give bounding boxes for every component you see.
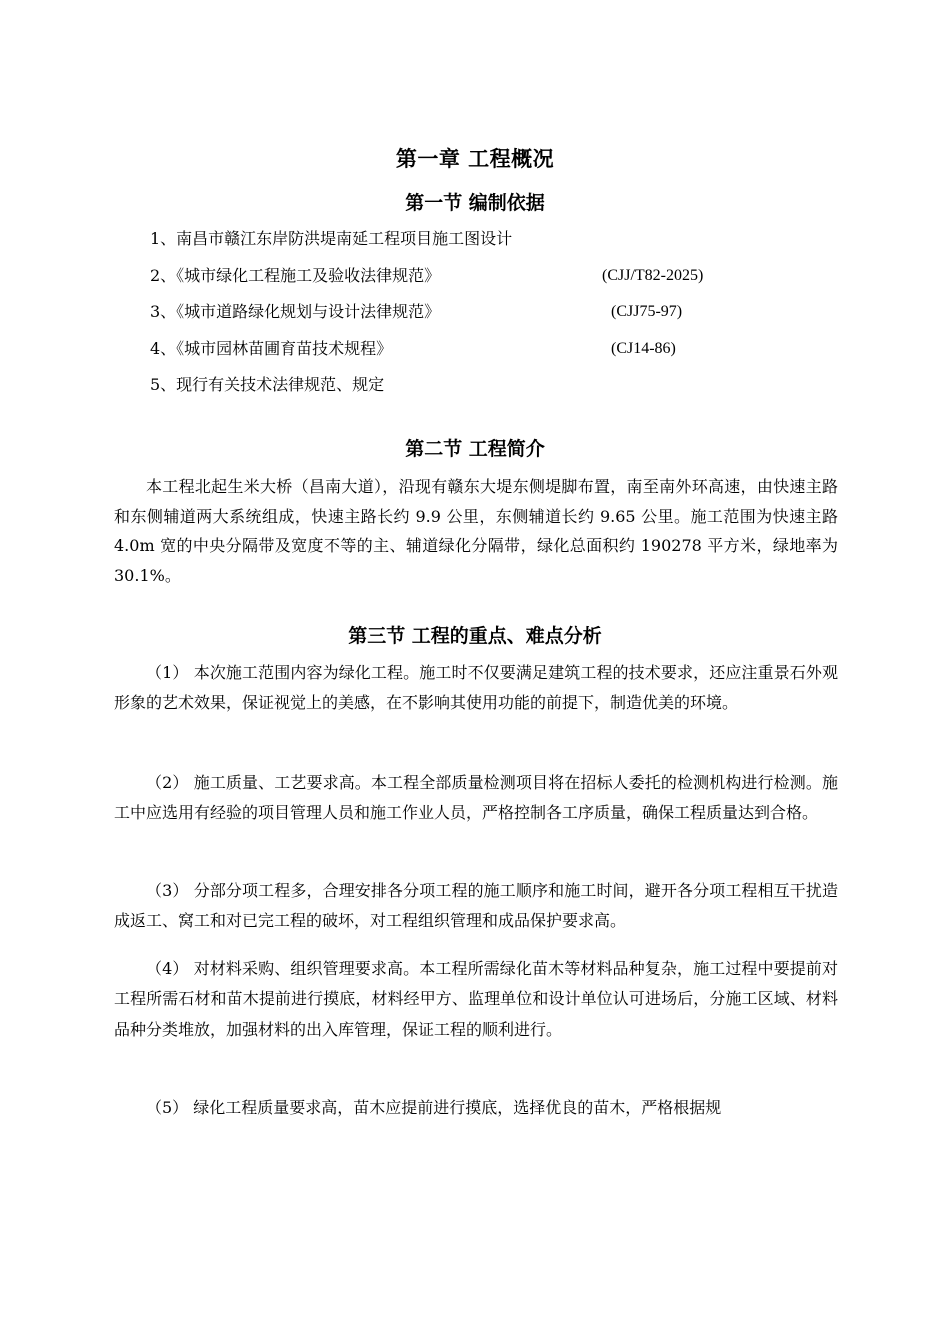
basis-item-text: 2、《城市绿化工程施工及验收法律规范》 (150, 265, 441, 285)
basis-item-text: 5、现行有关技术法律规范、规定 (150, 375, 385, 394)
basis-item-text: 4、《城市园林苗圃育苗技术规程》 (150, 338, 393, 358)
section-title-overview: 第二节 工程简介 (405, 438, 545, 460)
key-point-paragraph: （2） 施工质量、工艺要求高。本工程全部质量检测项目将在招标人委托的检测机构进行检测。施工中应选用有经验的项目管理人员和施工作业人员，严格控制各工序质量，确保工程质量达到合格。 (114, 773, 838, 823)
basis-item-text: 1、南昌市赣江东岸防洪堤南延工程项目施工图设计 (150, 229, 513, 248)
section-title-basis: 第一节 编制依据 (405, 192, 545, 214)
basis-list (150, 227, 850, 410)
basis-item (150, 337, 850, 374)
basis-item (150, 227, 850, 264)
basis-item (150, 264, 850, 301)
chapter-title: 第一章 工程概况 (395, 146, 555, 171)
key-point-paragraph: （1） 本次施工范围内容为绿化工程。施工时不仅要满足建筑工程的技术要求，还应注重景石外观形象的艺术效果，保证视觉上的美感，在不影响其使用功能的前提下，制造优美的环境。 (114, 663, 838, 713)
key-point-paragraph: （4） 对材料采购、组织管理要求高。本工程所需绿化苗木等材料品种复杂，施工过程中要提前对工程所需石材和苗木提前进行摸底，材料经甲方、监理单位和设计单位认可进场后，分施工区域、材料品种分类堆放，加强材料的出入库管理，保证工程的顺利进行。 (114, 959, 838, 1039)
basis-item-text: 3、《城市道路绿化规划与设计法律规范》 (150, 302, 441, 321)
basis-item-code: (CJJ75-97) (611, 303, 683, 320)
overview-paragraph: 本工程北起生米大桥（昌南大道），沿现有赣东大堤东侧堤脚布置，南至南外环高速，由快速主路和东侧辅道两大系统组成，快速主路长约 9.9 公里，东侧辅道长约 9.65 公里。施工范围为快速主路 4.0m 宽的中央分隔带及宽度不等的主、辅道绿化分隔带，绿化总面积约 190278 平方米，绿地率为 30.1%。 (114, 477, 838, 585)
key-point-paragraph: （3） 分部分项工程多，合理安排各分项工程的施工顺序和施工时间，避开各分项工程相互干扰造成返工、窝工和对已完工程的破坏，对工程组织管理和成品保护要求高。 (114, 881, 838, 931)
basis-item (150, 373, 850, 410)
basis-item (150, 300, 850, 337)
key-point-paragraph: （5） 绿化工程质量要求高，苗木应提前进行摸底，选择优良的苗木，严格根据规 (146, 1098, 722, 1117)
section-title-key-points: 第三节 工程的重点、难点分析 (348, 625, 602, 647)
basis-item-code: (CJJ/T82-2025) (602, 266, 704, 284)
basis-item-code: (CJ14-86) (611, 339, 676, 357)
